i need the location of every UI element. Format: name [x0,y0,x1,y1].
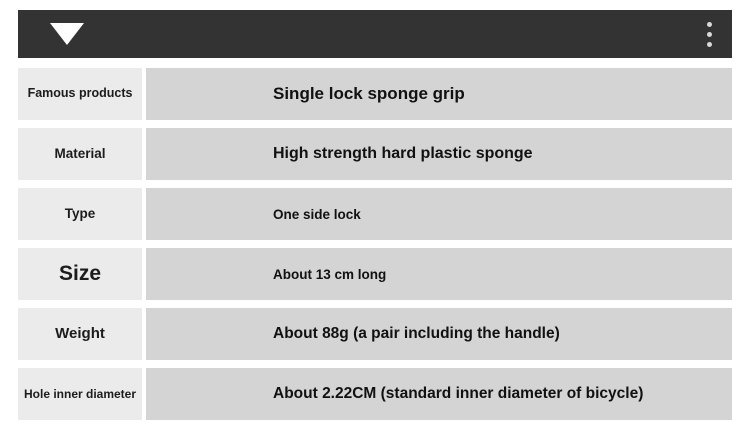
spec-table [18,68,732,428]
triangle-down-icon [50,23,84,45]
table-row [18,128,732,180]
header-bar [18,10,732,58]
spec-label: Material [18,128,142,180]
spec-value: About 88g (a pair including the handle) [146,308,732,360]
spec-value: Single lock sponge grip [146,68,732,120]
spec-label: Size [18,248,142,300]
spec-value: High strength hard plastic sponge [146,128,732,180]
table-row [18,368,732,420]
table-row [18,68,732,120]
table-row [18,308,732,360]
spec-value: One side lock [146,188,732,240]
spec-label: Weight [18,308,142,360]
menu-dot [707,22,712,27]
spec-value: About 2.22CM (standard inner diameter of bicycle) [146,368,732,420]
spec-label: Type [18,188,142,240]
spec-value: About 13 cm long [146,248,732,300]
table-row [18,188,732,240]
menu-dot [707,42,712,47]
more-vertical-icon[interactable] [707,22,712,47]
spec-label: Hole inner diameter [18,368,142,420]
menu-dot [707,32,712,37]
table-row [18,248,732,300]
spec-label: Famous products [18,68,142,120]
